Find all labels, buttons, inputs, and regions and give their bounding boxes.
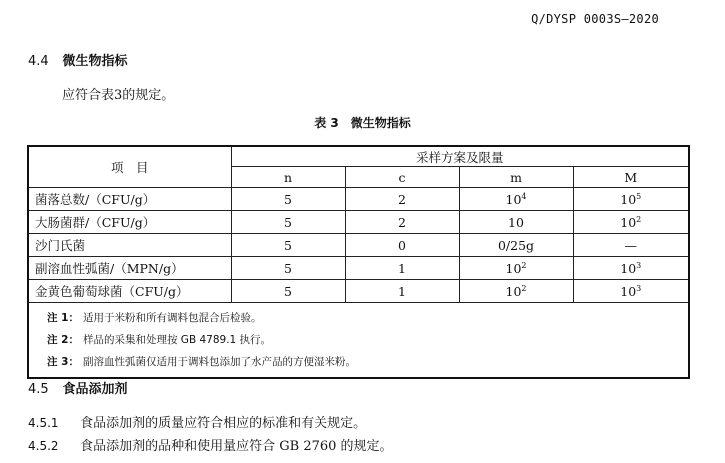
microbiology-table (27, 145, 690, 379)
row-m-lower: $10^4$ (459, 188, 573, 211)
row-m-lower: 0/25g (459, 234, 573, 257)
row-c: 0 (345, 234, 459, 257)
row-n: 5 (231, 188, 345, 211)
row-item-name: 金黄色葡萄球菌（CFU/g） (28, 280, 231, 303)
row-n: 5 (231, 280, 345, 303)
table-row (28, 257, 689, 280)
table-notes (28, 303, 689, 379)
row-m-upper: — (573, 234, 689, 257)
clause-4-5-1 (28, 412, 366, 431)
section-title: 微生物指标 (62, 54, 128, 69)
header-sampling-plan: 采样方案及限量 (231, 146, 689, 167)
note-2: 注 2： 样品的采集和处理按 GB 4789.1 执行。 (47, 334, 272, 346)
row-item-name: 菌落总数/（CFU/g） (28, 188, 231, 211)
document-code: Q/DYSP 0003S—2020 (531, 12, 659, 26)
table-row (28, 188, 689, 211)
header-m-upper: M (573, 167, 689, 188)
row-n: 5 (231, 234, 345, 257)
subsection-title: 食品添加剂 (62, 382, 128, 397)
section-number: 4.4 (28, 54, 49, 69)
clause-text: 食品添加剂的质量应符合相应的标准和有关规定。 (80, 416, 367, 431)
row-c: 1 (345, 257, 459, 280)
table-row (28, 211, 689, 234)
row-m-upper: $10^5$ (573, 188, 689, 211)
table-caption: 表 3 微生物指标 (314, 116, 411, 130)
table-row (28, 280, 689, 303)
clause-text: 食品添加剂的品种和使用量应符合 GB 2760 的规定。 (80, 439, 393, 454)
clause-4-5-2 (28, 435, 393, 454)
row-m-upper: $10^3$ (573, 257, 689, 280)
section-intro: 应符合表3的规定。 (62, 88, 175, 103)
row-m-lower: $10^2$ (459, 257, 573, 280)
table-header-row (28, 146, 689, 167)
row-c: 2 (345, 211, 459, 234)
row-n: 5 (231, 211, 345, 234)
clause-number: 4.5.1 (28, 416, 59, 430)
header-m-lower: m (459, 167, 573, 188)
row-m-lower: 10 (459, 211, 573, 234)
table-notes-row (28, 303, 689, 379)
header-c: c (345, 167, 459, 188)
row-m-lower: $10^2$ (459, 280, 573, 303)
row-m-upper: $10^3$ (573, 280, 689, 303)
header-item: 项 目 (28, 146, 231, 188)
clause-number: 4.5.2 (28, 439, 59, 453)
row-item-name: 副溶血性弧菌/（MPN/g） (28, 257, 231, 280)
note-1: 注 1： 适用于米粉和所有调料包混合后检验。 (47, 312, 262, 324)
row-m-upper: $10^2$ (573, 211, 689, 234)
row-n: 5 (231, 257, 345, 280)
row-item-name: 大肠菌群/（CFU/g） (28, 211, 231, 234)
table-row (28, 234, 689, 257)
section-heading (28, 50, 128, 69)
header-n: n (231, 167, 345, 188)
subsection-heading (28, 378, 128, 397)
row-c: 2 (345, 188, 459, 211)
row-item-name: 沙门氏菌 (28, 234, 231, 257)
subsection-number: 4.5 (28, 382, 49, 397)
row-c: 1 (345, 280, 459, 303)
note-3: 注 3： 副溶血性弧菌仅适用于调料包添加了水产品的方便湿米粉。 (47, 356, 356, 368)
